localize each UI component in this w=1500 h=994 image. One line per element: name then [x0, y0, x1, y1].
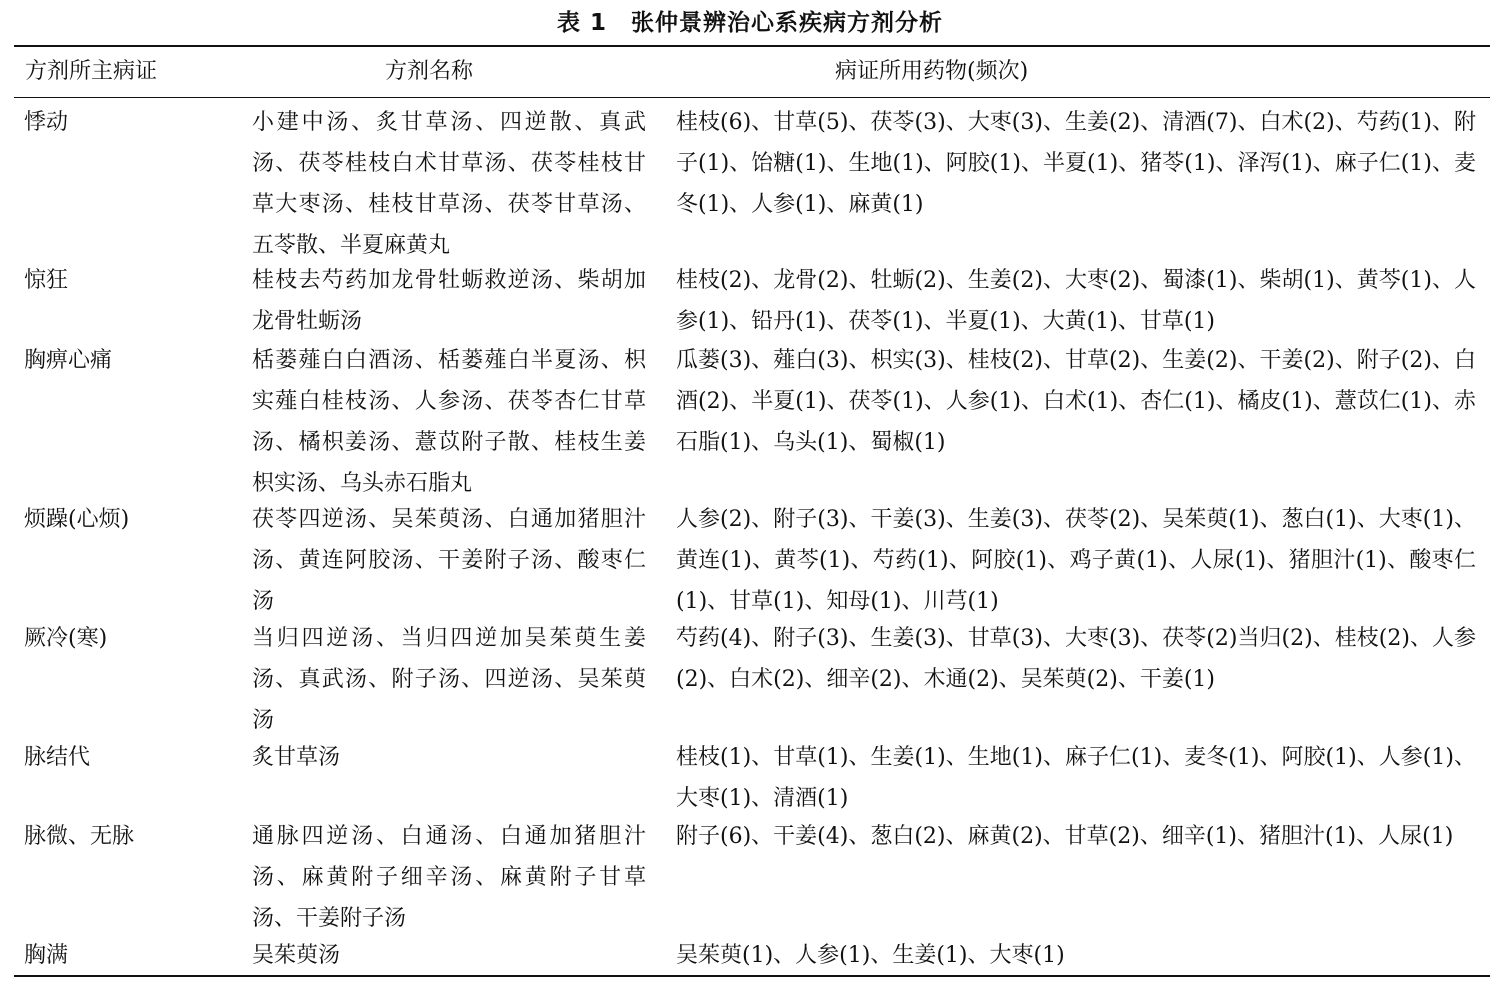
row-3-formulas: 栝蒌薤白白酒汤、栝蒌薤白半夏汤、枳实薤白桂枝汤、人参汤、茯苓杏仁甘草汤、橘枳姜汤、薏苡附子散、桂枝生姜枳实汤、乌头赤石脂丸 — [252, 348, 646, 496]
row-8-syndrome: 胸满 — [24, 943, 69, 968]
row-1-syndrome: 悸动 — [24, 110, 69, 135]
row-3-herbs: 瓜蒌(3)、薤白(3)、枳实(3)、桂枝(2)、甘草(2)、生姜(2)、干姜(2)、附子(2)、白酒(2)、半夏(1)、茯苓(1)、人参(1)、白术(1)、杏仁(1)、橘皮(1)、薏苡仁(1)、赤石脂(1)、乌头(1)、蜀椒(1) — [676, 348, 1476, 455]
header-formula-name: 方剂名称 — [385, 59, 474, 84]
row-1-formulas: 小建中汤、炙甘草汤、四逆散、真武汤、茯苓桂枝白术甘草汤、茯苓桂枝甘草大枣汤、桂枝甘草汤、茯苓甘草汤、五苓散、半夏麻黄丸 — [252, 110, 646, 258]
row-7-formulas: 通脉四逆汤、白通汤、白通加猪胆汁汤、麻黄附子细辛汤、麻黄附子甘草汤、干姜附子汤 — [252, 824, 646, 931]
row-2-syndrome: 惊狂 — [24, 268, 69, 293]
row-4-syndrome: 烦躁(心烦) — [24, 507, 130, 532]
row-4-formulas: 茯苓四逆汤、吴茱萸汤、白通加猪胆汁汤、黄连阿胶汤、干姜附子汤、酸枣仁汤 — [252, 507, 646, 614]
row-1-herbs: 桂枝(6)、甘草(5)、茯苓(3)、大枣(3)、生姜(2)、清酒(7)、白术(2)、芍药(1)、附子(1)、饴糖(1)、生地(1)、阿胶(1)、半夏(1)、猪苓(1)、泽泻(1)、麻子仁(1)、麦冬(1)、人参(1)、麻黄(1) — [676, 110, 1476, 217]
row-5-syndrome: 厥冷(寒) — [24, 626, 108, 651]
table-caption: 表 1 张仲景辨治心系疾病方剂分析 — [556, 10, 943, 36]
row-8-herbs: 吴茱萸(1)、人参(1)、生姜(1)、大枣(1) — [676, 943, 1065, 968]
row-6-syndrome: 脉结代 — [24, 745, 91, 770]
header-rule — [14, 97, 1490, 98]
header-syndrome: 方剂所主病证 — [25, 59, 158, 84]
top-rule — [14, 45, 1490, 47]
row-4-herbs: 人参(2)、附子(3)、干姜(3)、生姜(3)、茯苓(2)、吴茱萸(1)、葱白(1)、大枣(1)、黄连(1)、黄芩(1)、芍药(1)、阿胶(1)、鸡子黄(1)、人尿(1)、猪胆汁(1)、酸枣仁(1)、甘草(1)、知母(1)、川芎(1) — [676, 507, 1476, 614]
row-6-formulas: 炙甘草汤 — [252, 745, 341, 770]
row-5-herbs: 芍药(4)、附子(3)、生姜(3)、甘草(3)、大枣(3)、茯苓(2)当归(2)、桂枝(2)、人参(2)、白术(2)、细辛(2)、木通(2)、吴茱萸(2)、干姜(1) — [676, 626, 1476, 692]
row-7-herbs: 附子(6)、干姜(4)、葱白(2)、麻黄(2)、甘草(2)、细辛(1)、猪胆汁(1)、人尿(1) — [676, 824, 1454, 849]
row-5-formulas: 当归四逆汤、当归四逆加吴茱萸生姜汤、真武汤、附子汤、四逆汤、吴茱萸汤 — [252, 626, 646, 733]
row-2-herbs: 桂枝(2)、龙骨(2)、牡蛎(2)、生姜(2)、大枣(2)、蜀漆(1)、柴胡(1)、黄芩(1)、人参(1)、铅丹(1)、茯苓(1)、半夏(1)、大黄(1)、甘草(1) — [676, 268, 1476, 334]
row-3-syndrome: 胸痹心痛 — [24, 348, 113, 373]
header-herbs: 病证所用药物(频次) — [835, 59, 1029, 84]
row-6-herbs: 桂枝(1)、甘草(1)、生姜(1)、生地(1)、麻子仁(1)、麦冬(1)、阿胶(1)、人参(1)、大枣(1)、清酒(1) — [676, 745, 1476, 811]
row-7-syndrome: 脉微、无脉 — [24, 824, 135, 849]
row-2-formulas: 桂枝去芍药加龙骨牡蛎救逆汤、柴胡加龙骨牡蛎汤 — [252, 268, 646, 334]
row-8-formulas: 吴茱萸汤 — [252, 943, 341, 968]
